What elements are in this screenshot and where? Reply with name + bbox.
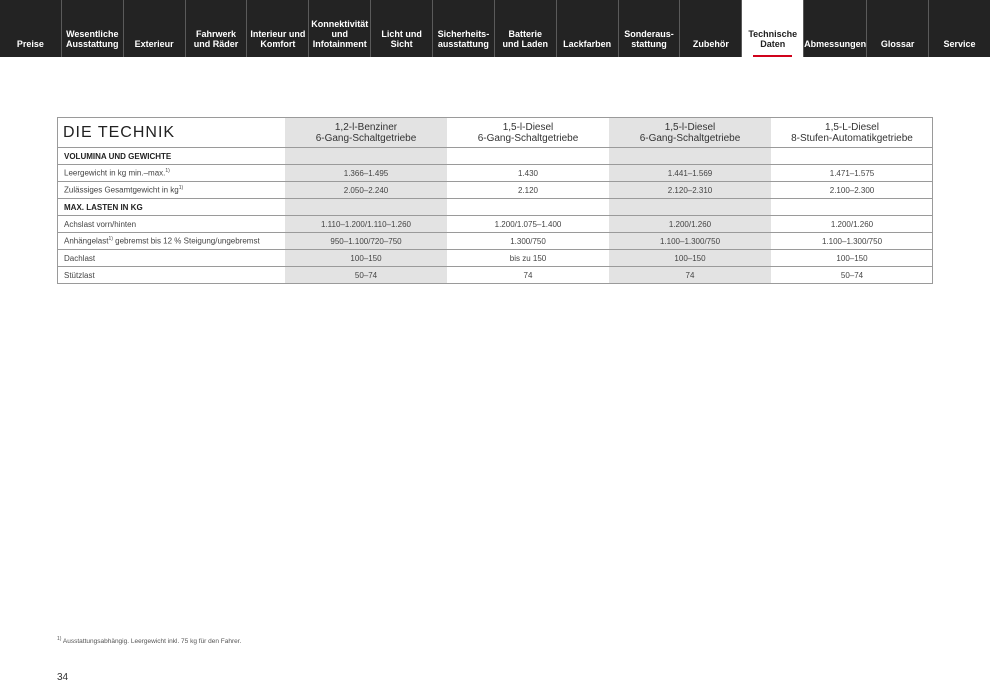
section-title-volumina: VOLUMINA UND GEWICHTE (58, 148, 285, 165)
nav-item-exterieur[interactable]: Exterieur (124, 0, 186, 57)
table-row (58, 216, 933, 233)
nav-item-licht-und-sicht[interactable]: Licht und Sicht (371, 0, 433, 57)
nav-item-abmessungen[interactable]: Abmessungen (804, 0, 867, 57)
table-cell: 100–150 (285, 250, 447, 267)
table-cell: 50–74 (840, 270, 864, 280)
footnote: $^{1)}$ Ausstattungsabhängig. Leergewicht inkl. 75 kg für den Fahrer. (57, 636, 242, 646)
table-row (58, 233, 933, 250)
table-cell: 950–1.100/720–750 (285, 233, 447, 250)
technical-data-table (57, 117, 933, 284)
table-row (58, 250, 933, 267)
nav-item-service[interactable]: Service (943, 39, 976, 49)
nav-item-sonderausstattung[interactable]: Sonderaus- stattung (619, 0, 681, 57)
table-cell: 50–74 (285, 267, 447, 284)
table-title: DIE TECHNIK (58, 118, 285, 148)
column-header: 1,5-l-Diesel 6-Gang-Schaltgetriebe (609, 118, 771, 148)
table-cell: 1.430 (447, 165, 609, 182)
row-label: Stützlast (64, 270, 95, 280)
table-cell: 1.100–1.300/750 (771, 233, 933, 250)
table-cell: 1.300/750 (447, 233, 609, 250)
column-header: 1,2-l-Benziner 6-Gang-Schaltgetriebe (285, 118, 447, 148)
row-label: Dachlast (58, 250, 285, 267)
column-header: 1,5-L-Diesel 8-Stufen-Automatikgetriebe (771, 118, 933, 148)
table-cell: 100–150 (771, 250, 933, 267)
nav-item-zubehoer[interactable]: Zubehör (680, 0, 742, 57)
nav-item-fahrwerk-und-raeder[interactable]: Fahrwerk und Räder (186, 0, 248, 57)
nav-item-wesentliche-ausstattung[interactable]: Wesentliche Ausstattung (62, 0, 124, 57)
table-cell: 1.100–1.300/750 (609, 233, 771, 250)
row-label: Leergewicht in kg min.–max.$^{1)}$ (58, 165, 285, 182)
section-header-row (58, 148, 933, 165)
section-title-lasten: MAX. LASTEN IN KG (58, 199, 285, 216)
table-row (58, 165, 933, 182)
table-cell: 74 (609, 267, 771, 284)
table-cell: 1.471–1.575 (771, 165, 933, 182)
table-header-row (58, 118, 933, 148)
table-cell: bis zu 150 (447, 250, 609, 267)
table-cell: 1.200/1.075–1.400 (447, 216, 609, 233)
nav-item-glossar[interactable]: Glossar (867, 0, 929, 57)
section-header-row (58, 199, 933, 216)
table-cell: 74 (523, 270, 533, 280)
table-cell: 1.366–1.495 (285, 165, 447, 182)
table-cell: 2.050–2.240 (285, 182, 447, 199)
nav-item-technische-daten[interactable]: Technische Daten (742, 0, 804, 57)
row-label: Anhängelast$^{1)}$ gebremst bis 12 % Steigung/ungebremst (58, 233, 285, 250)
table-cell: 1.200/1.260 (771, 216, 933, 233)
nav-item-sicherheitsausstattung[interactable]: Sicherheits- ausstattung (433, 0, 495, 57)
row-label: Zulässiges Gesamtgewicht in $kg^{1)}$ (58, 182, 285, 199)
table-row (58, 182, 933, 199)
table-cell: 1.441–1.569 (609, 165, 771, 182)
table-cell: 100–150 (609, 250, 771, 267)
column-header: 1,5-l-Diesel 6-Gang-Schaltgetriebe (447, 118, 609, 148)
table-cell: 2.100–2.300 (771, 182, 933, 199)
nav-item-konnektivitaet[interactable]: Konnektivität und Infotainment (309, 0, 371, 57)
table-cell: 1.200/1.260 (609, 216, 771, 233)
nav-item-preise[interactable]: Preise (0, 0, 62, 57)
row-label: Achslast vorn/hinten (58, 216, 285, 233)
table-cell: 2.120 (447, 182, 609, 199)
nav-item-interieur-und-komfort[interactable]: Interieur und Komfort (247, 0, 309, 57)
table-row (58, 267, 933, 284)
page-number: 34 (57, 672, 69, 683)
table-cell: 1.110–1.200/1.110–1.260 (285, 216, 447, 233)
top-navigation (0, 0, 990, 57)
table-cell: 2.120–2.310 (609, 182, 771, 199)
nav-item-batterie-und-laden[interactable]: Batterie und Laden (495, 0, 557, 57)
nav-item-lackfarben[interactable]: Lackfarben (557, 0, 619, 57)
